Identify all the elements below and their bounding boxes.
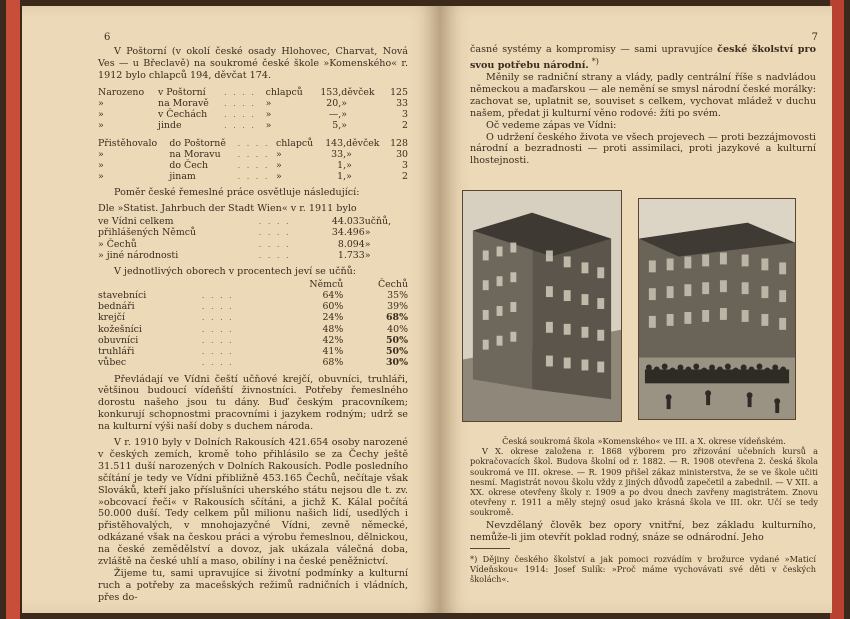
continuation-text: časné systémy a kompromisy — sami upravujíce <box>470 44 713 55</box>
leader-dots: . . . . <box>224 87 256 97</box>
apprentice-label: » jiné národnosti <box>98 249 179 261</box>
male-label: » <box>276 159 282 171</box>
row-prefix: » <box>98 97 104 109</box>
germans-percent: 68% <box>322 357 344 369</box>
row-prefix: » <box>98 171 104 183</box>
paragraph-struggle-answer: O udržení českého života ve všech projevech — proti bezzájmovosti národní a bezradnosti — proti assimilaci, proti jazykové a kulturní lhostejnosti. <box>470 131 816 167</box>
school-photo-x-district <box>462 190 622 422</box>
czechs-percent: 68% <box>386 312 408 324</box>
male-count: 33, <box>331 148 347 160</box>
male-label: » <box>276 171 282 183</box>
branch-name: krejčí <box>98 312 125 324</box>
czechs-percent: 30% <box>386 357 408 369</box>
female-count: 30 <box>396 148 408 160</box>
table-row <box>98 227 408 238</box>
leader-dots: . . . . <box>201 324 234 334</box>
table-row <box>98 149 408 160</box>
female-count: 125 <box>390 86 408 98</box>
leader-dots: . . . . <box>201 302 234 312</box>
leader-dots: . . . . <box>201 347 234 357</box>
branch-name: bednáři <box>98 301 135 313</box>
apprentice-value: 34.496 <box>331 227 365 239</box>
paragraph-uneducated <box>470 520 816 544</box>
leader-dots: . . . . <box>258 228 291 238</box>
female-count: 2 <box>402 171 408 183</box>
female-count: 33 <box>396 97 408 109</box>
male-label: » <box>265 109 272 121</box>
paragraph-apprentices: Převládají ve Vídni čeští učňové krejčí, obuvníci, truhláři, většinou budoucí vídeňští živnostníci. Potřeby řemeslného dorostu našeho jsou tu dány. Buď českým pracovníkem; konkurují schopnostmi pracovními i jazykem rodným; udrž se na kulturní výši naší doby s duchem národa. <box>98 373 408 433</box>
paragraph-census: V r. 1910 byly v Dolních Rakousích 421.654 osoby narozené v českých zemích, kromě toho přihlásilo se za Čechy ještě 31.511 duší narozených v Dolních Rakousích. Podle posledního sčítání je tedy ve Vídni přibližně 453.165 Čechů, nečítaje však Slováků, kteří jako příslušníci uherského státu nejsou dle t. zv. »obcovací řeči« v Rakousích sčítáni, a jichž K. Kálal počítá 50.000 duší. Tedy celkem půl milionu našich lidí, usedlých i přistěhovalých, v mnohojazyčné Vídni, zevně německé, odkázané však na českou práci a výrobu řemeslnou, dělnickou, na české zemědělství a dovoz, jak ukázala válečná doba, zvláště na české uhlí a maso, obilíny i na české peněžnictví. <box>98 437 408 568</box>
leader-dots: . . . . <box>258 239 291 249</box>
right-column <box>470 44 816 167</box>
footnote: *) Dějiny českého školství a jak pomoci rozvádím v brožurce vydané »Maticí Vídeňskou« 1914: Josef Sulík: »Proč máme vychovávati své děti v českých školách«. <box>470 554 816 584</box>
paragraph-struggle-question: Oč vedeme zápas ve Vídni: <box>486 119 617 131</box>
branch-name: stavebníci <box>98 290 147 302</box>
female-count: 3 <box>402 159 408 171</box>
leader-dots: . . . . <box>258 250 291 260</box>
female-count: 128 <box>390 137 408 149</box>
paragraph-uneducated-text: Nevzdělaný člověk bez opory vnitřní, bez základu kulturního, nemůže-li jim otevřít poklad rodný, snáze se odnárodní. Jeho <box>470 520 816 543</box>
germans-percent: 42% <box>322 334 344 346</box>
row-place: jinde <box>158 120 182 132</box>
leader-dots: . . . . <box>224 121 256 131</box>
table-row <box>98 239 408 250</box>
table-row <box>98 109 408 120</box>
apprentice-label: přihlášených Němců <box>98 227 196 239</box>
table-row <box>98 290 408 301</box>
row-prefix: » <box>98 109 104 121</box>
row-prefix: Přistěhovalo <box>98 137 158 149</box>
branches-table <box>98 279 408 369</box>
table-row <box>98 160 408 171</box>
apprentices-table <box>98 216 408 261</box>
left-page <box>22 6 440 613</box>
row-place: na Moravě <box>158 97 209 109</box>
apprentice-value: 8.094 <box>337 238 365 250</box>
crafts-intro: Poměr české řemeslné práce osvětluje následující: <box>114 187 360 199</box>
row-place: v Poštorní <box>158 86 206 98</box>
leader-dots: . . . . <box>237 172 270 182</box>
footnote-rule <box>470 548 510 549</box>
male-count: 5, <box>332 120 342 132</box>
leader-dots: . . . . <box>201 358 234 368</box>
row-prefix: » <box>98 159 104 171</box>
col-header-germans: Němců <box>309 278 344 290</box>
page-number: 7 <box>811 32 818 43</box>
table-row <box>98 120 408 131</box>
female-label: » <box>341 97 347 109</box>
female-label: » <box>346 159 352 171</box>
caption-text: V X. okrese založena r. 1868 výborem pro zřizování učebních kursů a pokračovacích škol. Budova školní od r. 1882. — R. 1908 otevřena 2. česká škola soukromá ve III. okrese. — R. 1909 přišel zákaz ministerstva, že se ve škole učiti nesmí. Magistrát novou školu vždy z jiných důvodů zapečetil a zabednil. — V XII. a XX. okrese otevřeny školy r. 1909 a po dvou dnech zavřeny magistrátem. Znovu otevřeny r. 1911 a měly stejný osud jako krásná škola ve III. okr. Učí se tedy soukromě. <box>470 446 818 518</box>
leader-dots: . . . . <box>224 110 256 120</box>
intro-paragraph: V Poštorní (v okolí české osady Hlohovec, Charvat, Nová Ves — u Břeclavě) na soukromé české škole »Komenského« r. 1912 bylo chlapců 194, děvčat 174. <box>98 46 408 81</box>
source-line: Dle »Statist. Jahrbuch der Stadt Wien« v r. 1911 bylo <box>98 203 357 215</box>
paragraph-governments: Měnily se radniční strany a vlády, padly centrální říše s nadvládou německou a maďarskou — ale nemění se smysl národní české morálky: zachovat se, uplatnit se, souviset s celkem, vychovat mládež v duchu našem, předat ji kulturní věno rodové: žíti po svém. <box>470 72 816 119</box>
page-number: 6 <box>104 32 111 43</box>
male-label: » <box>265 120 272 132</box>
male-count: 143, <box>325 137 347 149</box>
branch-name: truhláři <box>98 346 135 358</box>
caption-title: Česká soukromá škola »Komenského« ve III. a X. okrese vídeňském. <box>502 436 786 446</box>
female-label: děvček <box>341 86 375 98</box>
female-count: 3 <box>402 109 408 121</box>
row-place: v Čechách <box>158 109 208 121</box>
table-row <box>98 138 408 149</box>
germans-percent: 48% <box>322 323 344 335</box>
germans-percent: 24% <box>322 312 344 324</box>
paragraph-continuation <box>470 44 816 72</box>
apprentice-unit: učňů, <box>364 216 392 228</box>
apprentice-unit: » <box>364 249 371 261</box>
germans-percent: 41% <box>322 346 344 358</box>
cover-edge-left <box>6 0 20 619</box>
paragraph-living: Žijeme tu, sami upravujíce si životní podmínky a kulturní ruch a potřeby za macešských režimů radničních i vládních, přes do- <box>98 568 408 603</box>
photos <box>462 190 802 426</box>
row-place: jinam <box>169 171 196 183</box>
branch-name: vůbec <box>98 357 127 369</box>
leader-dots: . . . . <box>201 313 234 323</box>
branches-intro: V jednotlivých oborech v procentech jeví se učňů: <box>114 265 357 277</box>
leader-dots: . . . . <box>258 217 291 227</box>
table-row <box>98 324 408 335</box>
apprentice-unit: » <box>364 238 371 250</box>
leader-dots: . . . . <box>224 98 256 108</box>
czechs-percent: 40% <box>387 323 408 335</box>
germans-percent: 60% <box>322 301 344 313</box>
czechs-percent: 50% <box>386 334 408 346</box>
bold-phrase: české školství pro svou potřebu národní. <box>470 44 816 72</box>
apprentice-label: » Čechů <box>98 238 137 250</box>
czechs-percent: 39% <box>387 301 408 313</box>
photo-caption <box>470 436 818 518</box>
cover-edge-right <box>830 0 844 619</box>
table-row <box>98 98 408 109</box>
branch-name: obuvníci <box>98 334 139 346</box>
leader-dots: . . . . <box>201 291 234 301</box>
leader-dots: . . . . <box>237 160 270 170</box>
czechs-percent: 50% <box>386 346 408 358</box>
apprentice-value: 1.733 <box>337 249 365 261</box>
table-row <box>98 357 408 368</box>
female-label: » <box>341 109 347 121</box>
female-label: děvček <box>346 137 380 149</box>
female-label: » <box>346 171 352 183</box>
male-label: » <box>276 148 282 160</box>
school-photo-iii-district <box>638 198 796 420</box>
leader-dots: . . . . <box>237 149 270 159</box>
row-prefix: Narozeno <box>98 86 145 98</box>
male-count: 20, <box>326 97 342 109</box>
row-place: na Moravu <box>169 148 221 160</box>
apprentice-unit: » <box>364 227 371 239</box>
female-label: » <box>346 148 352 160</box>
table-row <box>98 171 408 182</box>
female-count: 2 <box>402 120 408 132</box>
table-row <box>98 312 408 323</box>
moved-table <box>98 138 408 183</box>
table-row <box>98 216 408 227</box>
leader-dots: . . . . <box>237 138 270 148</box>
right-page <box>440 6 832 613</box>
male-label: chlapců <box>265 86 303 98</box>
female-label: » <box>341 120 347 132</box>
row-place: do Čech <box>169 159 209 171</box>
male-count: —, <box>328 109 342 121</box>
leader-dots: . . . . <box>201 335 234 345</box>
table-row <box>98 87 408 98</box>
apprentice-label: ve Vídni celkem <box>98 216 174 228</box>
table-row <box>98 335 408 346</box>
table-row <box>98 250 408 261</box>
col-header-czechs: Čechů <box>377 278 408 290</box>
male-label: » <box>265 97 272 109</box>
male-count: 1, <box>337 171 347 183</box>
born-table <box>98 87 408 132</box>
apprentice-value: 44.033 <box>331 216 365 228</box>
czechs-percent: 35% <box>387 290 408 302</box>
left-column <box>98 46 408 604</box>
male-count: 1, <box>337 159 347 171</box>
male-label: chlapců <box>276 137 314 149</box>
male-count: 153, <box>320 86 342 98</box>
table-row <box>98 346 408 357</box>
germans-percent: 64% <box>322 290 344 302</box>
row-prefix: » <box>98 120 104 132</box>
branch-name: kožešníci <box>98 323 142 335</box>
table-row <box>98 301 408 312</box>
row-prefix: » <box>98 148 104 160</box>
row-place: do Poštorně <box>169 137 226 149</box>
footnote-marker: *) <box>591 56 599 66</box>
